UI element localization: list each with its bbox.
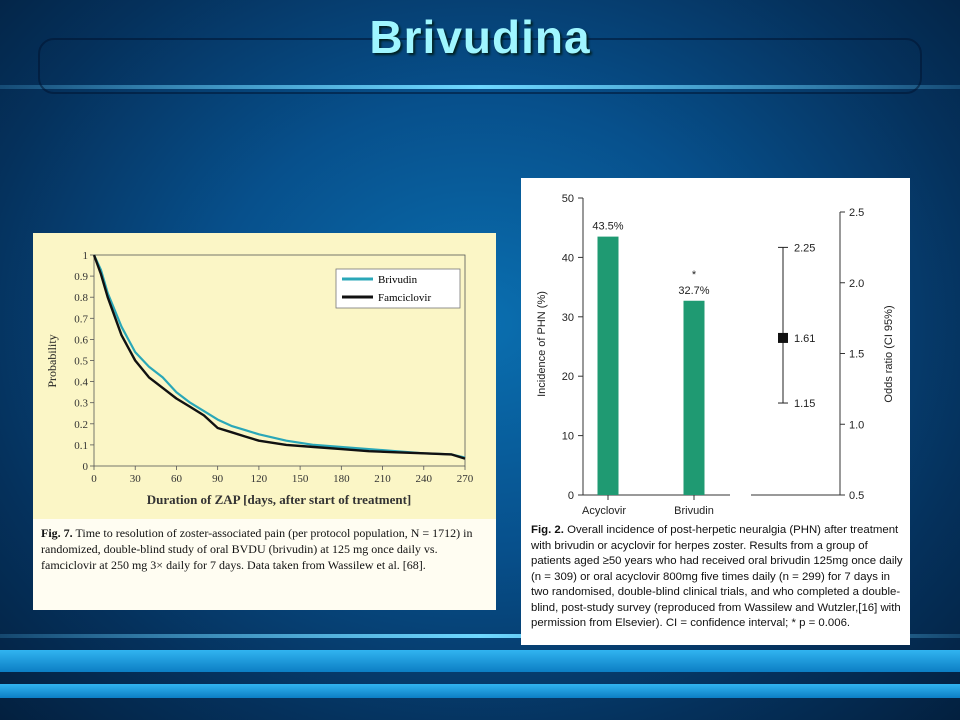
bar-y-tick-label: 0 xyxy=(567,490,574,502)
or-y-axis-label: Odds ratio (CI 95%) xyxy=(883,305,895,403)
slide-title: Brivudina xyxy=(369,11,591,63)
bottom-bar-2 xyxy=(0,684,960,698)
y-tick-label: 0 xyxy=(82,461,88,473)
left-figure-panel xyxy=(33,233,496,610)
bottom-bar-1 xyxy=(0,650,960,672)
significance-mark: * xyxy=(691,268,697,281)
ci-upper-label: 2.25 xyxy=(794,242,816,255)
x-tick-label: 270 xyxy=(456,473,474,485)
ci-lower-label: 1.15 xyxy=(794,398,816,411)
x-tick-label: 150 xyxy=(291,473,309,485)
y-axis-label: Probability xyxy=(45,334,59,388)
legend xyxy=(336,269,460,308)
or-y-tick-label: 0.5 xyxy=(849,490,865,502)
bar-y-tick-label: 40 xyxy=(561,252,574,265)
y-tick-label: 0.3 xyxy=(74,397,88,410)
bar-y-tick-label: 20 xyxy=(561,371,574,384)
x-tick-label: 60 xyxy=(170,473,182,485)
left-figure-caption xyxy=(41,525,491,573)
y-tick-label: 0.7 xyxy=(74,313,88,326)
right-caption-text: Overall incidence of post-herpetic neuralgia (PHN) after treatment with brivudin or acyclovir for herpes zoster. Results from a group of patients aged ≥50 years who had received oral brivudin 125mg once daily (n = 309) or oral acyclovir 800mg five times daily (n = 299) for 7 days in two randomised, double-blind clinical trials, and who completed a double-blind, post-study survey (reproduced from Wassilew and Wutzler,[16] with permission from Elsevier). CI = confidence interval; * p = 0.006. xyxy=(531,524,903,629)
y-tick-label: 0.1 xyxy=(74,439,88,452)
x-tick-label: 120 xyxy=(250,473,268,485)
odds-ratio-label: 1.61 xyxy=(794,332,816,345)
bar-category-label: Brivudin xyxy=(674,505,714,517)
bar-category-label: Acyclovir xyxy=(581,505,627,517)
bar-y-tick-label: 50 xyxy=(561,193,574,205)
legend-label-brivudin: Brivudin xyxy=(378,274,418,286)
left-caption-label: Fig. 7. xyxy=(41,526,73,540)
survival-line-chart xyxy=(33,233,496,519)
odds-ratio-point xyxy=(778,333,788,343)
legend-label-famciclovir: Famciclovir xyxy=(378,292,432,304)
bar-y-tick-label: 10 xyxy=(561,430,574,443)
bar-y-tick-label: 30 xyxy=(561,311,574,324)
y-tick-label: 0.6 xyxy=(74,334,88,347)
x-tick-label: 210 xyxy=(374,473,391,485)
or-y-tick-label: 1.5 xyxy=(849,348,865,361)
bar-value-label: 32.7% xyxy=(678,284,710,297)
y-tick-label: 0.9 xyxy=(74,271,88,284)
x-tick-label: 180 xyxy=(333,473,350,485)
x-tick-label: 30 xyxy=(129,473,141,485)
x-tick-label: 0 xyxy=(91,473,97,485)
y-tick-label: 0.8 xyxy=(74,292,88,305)
bar-acyclovir xyxy=(598,237,619,495)
or-y-tick-label: 2.0 xyxy=(849,277,865,290)
bar-y-axis-label: Incidence of PHN (%) xyxy=(536,291,548,397)
y-tick-label: 0.5 xyxy=(74,355,88,368)
x-axis-label: Duration of ZAP [days, after start of treatment] xyxy=(146,492,412,507)
x-tick-label: 90 xyxy=(212,473,224,485)
bar-value-label: 43.5% xyxy=(592,220,624,233)
phn-bar-chart xyxy=(521,178,910,518)
or-y-tick-label: 2.5 xyxy=(849,207,865,219)
or-y-tick-label: 1.0 xyxy=(849,419,865,432)
y-tick-label: 0.4 xyxy=(74,376,88,389)
y-tick-label: 1 xyxy=(82,250,88,262)
bar-brivudin xyxy=(684,301,705,495)
right-figure-panel xyxy=(521,178,910,645)
right-figure-caption xyxy=(531,523,903,632)
x-tick-label: 240 xyxy=(415,473,433,485)
y-tick-label: 0.2 xyxy=(74,418,88,431)
left-caption-text: Time to resolution of zoster-associated pain (per protocol population, N = 1712) in randomized, double-blind study of oral BVDU (brivudin) at 125 mg once daily vs. famciclovir at 250 mg 3× daily for 7 days. Data taken from Wassilew et al. [68]. xyxy=(41,526,473,572)
right-caption-label: Fig. 2. xyxy=(531,524,564,536)
